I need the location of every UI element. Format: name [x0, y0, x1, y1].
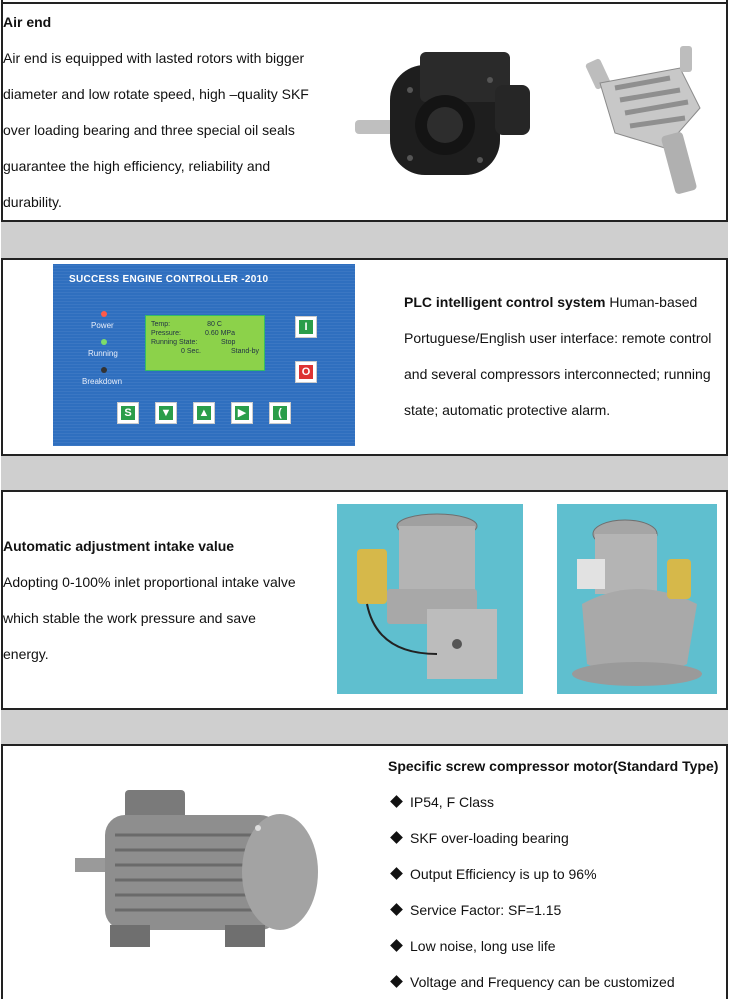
plc-text	[404, 284, 711, 428]
key-s: S	[117, 402, 139, 424]
motor-text	[388, 748, 718, 1000]
plc-line: Portuguese/English user interface: remote control	[404, 330, 712, 346]
intake-text	[3, 528, 296, 672]
power-led	[101, 311, 107, 317]
air-end-line: Air end is equipped with lasted rotors with bigger	[3, 50, 305, 66]
plc-title: PLC intelligent control system	[404, 294, 606, 310]
breakdown-label: Breakdown	[82, 377, 123, 386]
controller-title: SUCCESS ENGINE CONTROLLER -2010	[69, 274, 269, 285]
key-back: (	[269, 402, 291, 424]
running-label: Running	[88, 349, 118, 358]
key-up: ▲	[193, 402, 215, 424]
diamond-bullet-icon	[390, 903, 403, 916]
air-end-housing-image	[350, 40, 550, 180]
intake-line: Adopting 0-100% inlet proportional intake valve	[3, 574, 296, 590]
key-right: ▶	[231, 402, 253, 424]
intake-line: energy.	[3, 646, 49, 662]
controller-panel-image	[53, 264, 355, 446]
plc-line: Human-based	[605, 294, 698, 310]
breakdown-led	[101, 367, 107, 373]
diamond-bullet-icon	[390, 939, 403, 952]
list-item: Voltage and Frequency can be customized	[388, 964, 718, 1000]
air-end-line: over loading bearing and three special oil seals	[3, 122, 295, 138]
lcd-mode: Stand-by	[230, 348, 259, 355]
air-end-text	[3, 4, 309, 220]
lcd-sec: 0 Sec.	[181, 348, 201, 355]
intake-valve-image-1	[337, 504, 523, 694]
lcd-state-value: Stop	[220, 339, 236, 346]
lcd-temp-label: Temp:	[151, 321, 171, 328]
intake-valve-image-2	[557, 504, 717, 694]
start-key: I	[295, 316, 317, 338]
list-item: Low noise, long use life	[388, 928, 718, 964]
diamond-bullet-icon	[390, 975, 403, 988]
power-label: Power	[91, 321, 114, 330]
lcd-display	[145, 315, 265, 371]
motor-title: Specific screw compressor motor(Standard Type)	[388, 758, 719, 774]
lcd-temp-value: 80 C	[207, 321, 222, 328]
rotors-image	[570, 38, 720, 198]
intake-title: Automatic adjustment intake value	[3, 538, 235, 554]
plc-line: and several compressors interconnected; running	[404, 366, 711, 382]
lcd-pressure-value: 0.60 MPa	[205, 330, 235, 337]
diamond-bullet-icon	[390, 795, 403, 808]
separator-band	[1, 220, 728, 260]
stop-key: O	[295, 361, 317, 383]
air-end-line: durability.	[3, 194, 62, 210]
key-down: ▼	[155, 402, 177, 424]
list-item: SKF over-loading bearing	[388, 820, 718, 856]
diamond-bullet-icon	[390, 831, 403, 844]
plc-line: state; automatic protective alarm.	[404, 402, 611, 418]
separator-band	[1, 708, 728, 746]
separator-band	[1, 454, 728, 492]
air-end-line: diameter and low rotate speed, high –quality SKF	[3, 86, 309, 102]
list-item: Output Efficiency is up to 96%	[388, 856, 718, 892]
lcd-pressure-label: Pressure:	[151, 330, 181, 337]
motor-image	[70, 780, 330, 955]
list-item: Service Factor: SF=1.15	[388, 892, 718, 928]
diamond-bullet-icon	[390, 867, 403, 880]
intake-line: which stable the work pressure and save	[3, 610, 256, 626]
air-end-line: guarantee the high efficiency, reliability and	[3, 158, 271, 174]
air-end-title: Air end	[3, 14, 52, 30]
motor-bullet-list	[388, 784, 718, 1000]
lcd-state-label: Running State:	[151, 339, 198, 346]
list-item: IP54, F Class	[388, 784, 718, 820]
running-led	[101, 339, 107, 345]
